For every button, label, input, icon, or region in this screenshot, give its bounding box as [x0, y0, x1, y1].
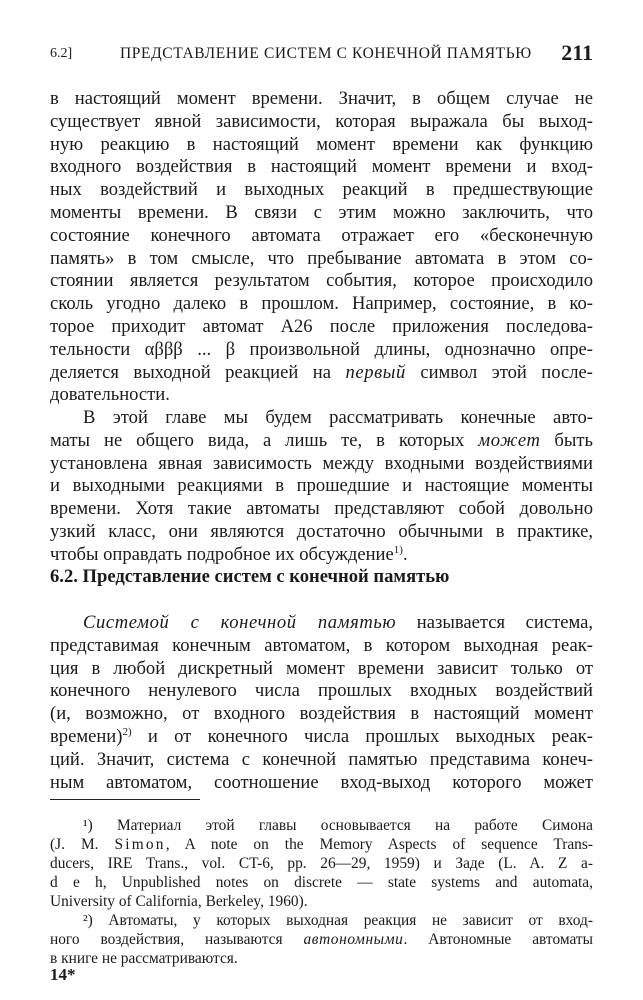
footnote-line: d e h, Unpublished notes on discrete — state systems and automata, — [50, 874, 593, 891]
text-line: торое приходит автомат A26 после приложения последова- — [50, 315, 593, 337]
page-number: 211 — [561, 40, 593, 65]
text-run: быть — [540, 429, 593, 451]
text-line — [50, 612, 593, 635]
text-line: представимая конечным автоматом, в котором выходная реак- — [50, 634, 593, 656]
footnote-line: в книге не рассматриваются. — [50, 950, 238, 967]
text-run: чтобы оправдать подробное их обсуждение — [50, 543, 394, 565]
text-line: в настоящий момент времени. Значит, в общем случае не — [50, 88, 593, 109]
text-run: (J. M. — [50, 836, 115, 853]
header-section-number: 6.2] — [50, 46, 73, 61]
text-line — [50, 726, 593, 749]
text-run: и от конечного числа прошлых выходных реак- — [131, 725, 593, 747]
footnote-ref-1: 1) — [393, 543, 403, 556]
footnote-line — [50, 930, 593, 949]
footnote-line: ducers, IRE Trans., vol. CT-6, pp. 26—29, 1959) и Заде (L. A. Z a- — [50, 855, 593, 872]
author-name-spaced: Simon — [114, 836, 166, 853]
text-run: , A note on the Memory Aspects of sequence Trans- — [165, 836, 593, 853]
text-line: и выходными реакциями в прошедшие и настоящие моменты — [50, 475, 593, 497]
text-line — [50, 544, 593, 567]
text-line — [50, 362, 593, 385]
footnote-line: ¹) Материал этой главы основывается на работе Симона — [83, 817, 593, 834]
text-line: ную реакцию в настоящий момент времени как функцию — [50, 133, 593, 155]
emphasis-first: первый — [345, 361, 406, 383]
paragraph-scope — [50, 407, 593, 567]
paragraph-definition — [50, 612, 593, 794]
text-line: узкий класс, они являются достаточно обычными в практике, — [50, 520, 593, 542]
text-line: (и, возможно, от входного воздействия в настоящий момент — [50, 703, 593, 725]
footnote-line: ²) Автоматы, у которых выходная реакция не зависит от вход- — [83, 912, 593, 929]
text-run: символ этой после- — [405, 361, 593, 383]
text-line — [50, 430, 593, 453]
footnote-line: University of California, Berkeley, 1960). — [50, 893, 308, 910]
footnote-divider — [50, 799, 200, 800]
text-run: деляется выходной реакцией на — [50, 361, 346, 383]
text-line: довательности. — [50, 384, 170, 406]
footnote-line — [50, 835, 593, 854]
text-line: ных воздействий и выходных реакций в предшествующие — [50, 179, 593, 201]
text-line: тельности αβββ ... β произвольной длины, однозначно опре- — [50, 338, 593, 360]
emphasis-may: может — [478, 429, 541, 451]
text-line: существует явной зависимости, которая выражала бы выход- — [50, 110, 593, 132]
text-run: . Автономные автоматы — [403, 931, 593, 948]
text-line: стоянии является результатом события, которое происходило — [50, 270, 593, 292]
text-line: ций. Значит, система с конечной памятью представима конеч- — [50, 748, 593, 770]
text-line: В этой главе мы будем рассматривать конечные авто- — [83, 407, 593, 428]
emphasis-term: Системой с конечной памятью — [83, 612, 397, 633]
paragraph-continuation — [50, 88, 593, 407]
text-line: моменты времени. В связи с этим можно заключить, что — [50, 201, 593, 223]
text-line: конечного ненулевого числа прошлых входных воздействий — [50, 680, 593, 702]
text-line: ция в любой дискретный момент времени зависит только от — [50, 657, 593, 679]
text-run: называется система, — [396, 612, 593, 633]
text-run: . — [402, 543, 408, 565]
text-run: времени) — [50, 725, 123, 747]
text-line: сколь угодно далеко в прошлом. Например, состояние, в ко- — [50, 293, 593, 315]
text-run: ного воздействия, называются — [50, 931, 304, 948]
footnotes — [50, 816, 593, 968]
running-header — [50, 40, 593, 68]
text-line: входного воздействия в настоящий момент времени и вход- — [50, 156, 593, 178]
text-run: маты не общего вида, а лишь те, в которых — [50, 429, 479, 451]
text-line: состояние конечного автомата отражает его «бесконечную — [50, 224, 593, 246]
text-line: ным автоматом, соотношение вход-выход которого может — [50, 771, 593, 793]
section-heading: 6.2. Представление систем с конечной памятью — [50, 566, 450, 587]
footnote-ref-2: 2) — [122, 725, 132, 738]
text-line: установлена явная зависимость между входными воздействиями — [50, 452, 593, 474]
text-line: память» в том смысле, что пребывание автомата в этом со- — [50, 247, 593, 269]
text-line: времени. Хотя такие автоматы представляют собой довольно — [50, 498, 593, 520]
emphasis-autonomous: автономными — [303, 931, 404, 948]
header-title: ПРЕДСТАВЛЕНИЕ СИСТЕМ С КОНЕЧНОЙ ПАМЯТЬЮ — [120, 45, 532, 62]
signature-mark: 14* — [50, 965, 76, 984]
